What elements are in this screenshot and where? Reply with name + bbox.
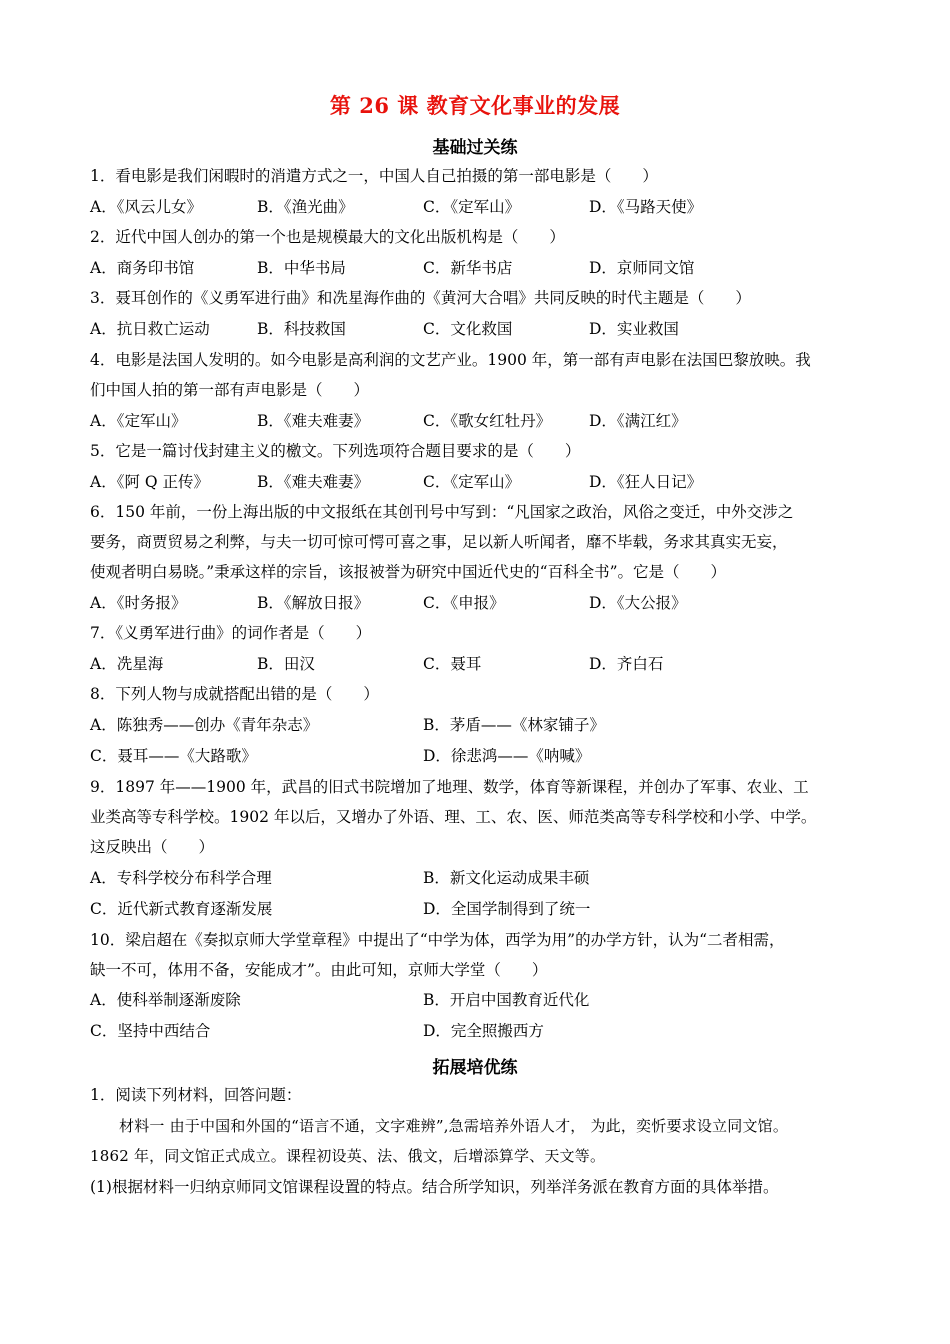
- question-9-stem-line-3: 这反映出（ ）: [90, 838, 215, 856]
- q4-option-c: C．《歌女红牡丹》: [423, 412, 552, 430]
- question-3-stem: 3．聂耳创作的《义勇军进行曲》和冼星海作曲的《黄河大合唱》共同反映的时代主题是（ ）: [90, 289, 751, 307]
- q4-option-b: B．《难夫难妻》: [257, 412, 370, 430]
- q5-option-a: A．《阿 Q 正传》: [90, 473, 210, 491]
- q10-option-a: A．使科举制逐渐废除: [90, 991, 241, 1009]
- q7-option-c: C．聂耳: [423, 655, 482, 673]
- q3-option-a: A．抗日救亡运动: [90, 320, 210, 338]
- extend-sub-question-1: (1)根据材料一归纳京师同文馆课程设置的特点。结合所学知识，列举洋务派在教育方面的具体举措。: [90, 1178, 779, 1196]
- q3-option-b: B．科技救国: [257, 320, 346, 338]
- q10-option-c: C．坚持中西结合: [90, 1022, 211, 1040]
- q10-option-b: B．开启中国教育近代化: [423, 991, 590, 1009]
- question-10-stem-line-2: 缺一不可，体用不备，安能成才”。由此可知，京师大学堂（ ）: [90, 961, 548, 979]
- q6-option-b: B．《解放日报》: [257, 594, 370, 612]
- q6-option-a: A．《时务报》: [90, 594, 187, 612]
- q7-option-b: B．田汉: [257, 655, 315, 673]
- question-7-stem: 7．《义勇军进行曲》的词作者是（ ）: [90, 624, 372, 642]
- q8-option-c: C．聂耳——《大路歌》: [90, 747, 257, 765]
- page-title: 第 26 课 教育文化事业的发展: [329, 93, 621, 118]
- q9-option-a: A．专科学校分布科学合理: [90, 869, 272, 887]
- question-5-stem: 5．它是一篇讨伐封建主义的檄文。下列选项符合题目要求的是（ ）: [90, 442, 581, 460]
- question-6-stem-line-2: 要务，商贾贸易之利弊，与夫一切可惊可愕可喜之事，足以新人听闻者，靡不毕载，务求其真实无妄，: [90, 533, 788, 551]
- q5-option-b: B．《难夫难妻》: [257, 473, 370, 491]
- q9-option-d: D．全国学制得到了统一: [423, 900, 591, 918]
- question-10-stem-line-1: 10．梁启超在《奏拟京师大学堂章程》中提出了“中学为体，西学为用”的办学方针，认为“二者相需，: [90, 931, 785, 949]
- q8-option-a: A．陈独秀——创办《青年杂志》: [90, 716, 319, 734]
- question-4-stem-line-2: 们中国人拍的第一部有声电影是（ ）: [90, 381, 370, 399]
- q2-option-a: A．商务印书馆: [90, 259, 195, 277]
- section-heading-basic: 基础过关练: [432, 138, 518, 158]
- q4-option-a: A．《定军山》: [90, 412, 187, 430]
- question-8-stem: 8．下列人物与成就搭配出错的是（ ）: [90, 685, 379, 703]
- q7-option-d: D．齐白石: [589, 655, 664, 673]
- q9-option-b: B．新文化运动成果丰硕: [423, 869, 590, 887]
- question-2-stem: 2．近代中国人创办的第一个也是规模最大的文化出版机构是（ ）: [90, 228, 565, 246]
- q6-option-d: D．《大公报》: [589, 594, 687, 612]
- q3-option-d: D．实业救国: [589, 320, 679, 338]
- q3-option-c: C．文化救国: [423, 320, 513, 338]
- q1-option-a: A．《风云儿女》: [90, 198, 202, 216]
- question-6-stem-line-3: 使观者明白易晓。”秉承这样的宗旨，该报被誉为研究中国近代史的“百科全书”。它是（ ）: [90, 563, 727, 581]
- q5-option-d: D．《狂人日记》: [589, 473, 703, 491]
- question-1-stem: 1．看电影是我们闲暇时的消遣方式之一，中国人自己拍摄的第一部电影是（ ）: [90, 167, 658, 185]
- question-6-stem-line-1: 6．150 年前，一份上海出版的中文报纸在其创刊号中写到：“凡国家之政治，风俗之变迁，中外交涉之: [90, 503, 794, 521]
- question-4-stem-line-1: 4．电影是法国人发明的。如今电影是高利润的文艺产业。1900 年，第一部有声电影在法国巴黎放映。我: [90, 351, 811, 369]
- q2-option-c: C．新华书店: [423, 259, 513, 277]
- extend-question-intro: 1．阅读下列材料，回答问题：: [90, 1086, 302, 1104]
- q9-option-c: C．近代新式教育逐渐发展: [90, 900, 273, 918]
- question-9-stem-line-2: 业类高等专科学校。1902 年以后，又增办了外语、理、工、农、医、师范类高等专科学校和小学、中学。: [90, 808, 817, 826]
- q8-option-b: B．茅盾——《林家铺子》: [423, 716, 605, 734]
- q4-option-d: D．《满江红》: [589, 412, 687, 430]
- q10-option-d: D．完全照搬西方: [423, 1022, 544, 1040]
- q6-option-c: C．《申报》: [423, 594, 505, 612]
- q1-option-d: D．《马路天使》: [589, 198, 703, 216]
- section-heading-extend: 拓展培优练: [432, 1058, 518, 1078]
- q5-option-c: C．《定军山》: [423, 473, 521, 491]
- material-one-line-2: 1862 年，同文馆正式成立。课程初设英、法、俄文，后增添算学、天文等。: [90, 1147, 606, 1165]
- material-one-line-1: 材料一 由于中国和外国的“语言不通，文字难辨”,急需培养外语人才， 为此，奕忻要求设立同文馆。: [119, 1117, 789, 1135]
- q7-option-a: A．冼星海: [90, 655, 164, 673]
- q2-option-d: D．京师同文馆: [589, 259, 695, 277]
- q1-option-b: B．《渔光曲》: [257, 198, 354, 216]
- question-9-stem-line-1: 9．1897 年——1900 年，武昌的旧式书院增加了地理、数学，体育等新课程，并创办了军事、农业、工: [90, 778, 809, 796]
- q1-option-c: C．《定军山》: [423, 198, 521, 216]
- q2-option-b: B．中华书局: [257, 259, 346, 277]
- q8-option-d: D．徐悲鸿——《呐喊》: [423, 747, 591, 765]
